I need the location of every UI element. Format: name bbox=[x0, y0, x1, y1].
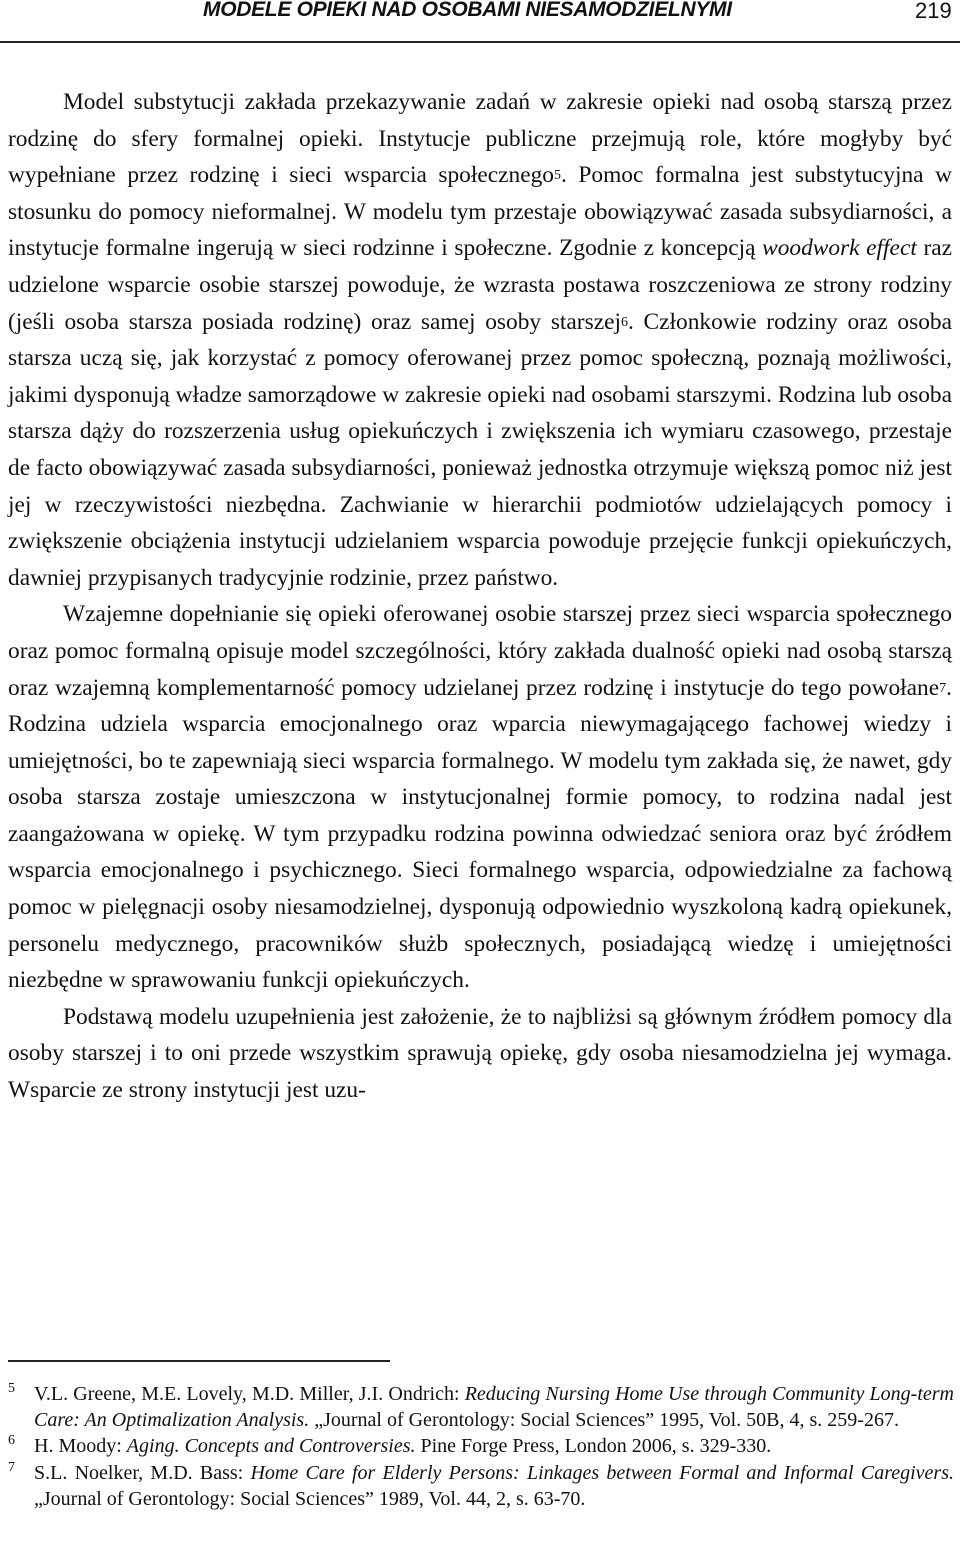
paragraph-text: Wzajemne dopełnianie się opieki oferowanej osobie starszej przez sieci wsparcia społecznego oraz pomoc formalną opisuje model szczególności, który zakłada dualność opieki nad osobą starszą oraz wzajemną komplementarność pomocy udzielanej przez rodzinę i instytucje do tego powołane bbox=[8, 601, 952, 701]
footnote-number: 6 bbox=[8, 1433, 15, 1449]
paragraph-substitution-model bbox=[8, 84, 952, 596]
footnote-ref[interactable]: 5 bbox=[553, 168, 561, 184]
footnote-authors: S.L. Noelker, M.D. Bass: bbox=[34, 1461, 251, 1484]
header-rule bbox=[0, 41, 960, 43]
footnote-authors: V.L. Greene, M.E. Lovely, M.D. Miller, J.I. Ondrich: bbox=[34, 1383, 465, 1405]
footnote-ref[interactable]: 6 bbox=[620, 314, 628, 330]
footnotes bbox=[8, 1381, 954, 1512]
page-header bbox=[0, 0, 960, 44]
footnote bbox=[8, 1460, 954, 1512]
footnote-source: „Journal of Gerontology: Social Sciences” 1989, Vol. 44, 2, s. 63-70. bbox=[34, 1487, 586, 1510]
footnote-number: 7 bbox=[8, 1459, 15, 1475]
footnote bbox=[8, 1433, 954, 1459]
paragraph-specificity-model bbox=[8, 596, 952, 999]
paragraph-complement-model: Podstawą modelu uzupełnienia jest założenie, że to najbliżsi są głównym źródłem pomocy dla osoby starszej i to oni przede wszystkim sprawują opiekę, gdy osoba niesamodzielna jej wymaga. Wsparcie ze strony instytucji jest uzu- bbox=[8, 1003, 952, 1104]
footnote-ref[interactable]: 7 bbox=[939, 680, 947, 696]
footnote-rule bbox=[8, 1360, 390, 1362]
footnote-authors: H. Moody: bbox=[34, 1435, 127, 1458]
footnote-title: Home Care for Elderly Persons: Linkages between Formal and Informal Caregivers. bbox=[250, 1461, 954, 1484]
footnote-number: 5 bbox=[8, 1381, 15, 1396]
italic-term: woodwork effect bbox=[762, 235, 917, 262]
footnote-source: „Journal of Gerontology: Social Sciences” 1995, Vol. 50B, 4, s. 259-267. bbox=[309, 1409, 899, 1432]
running-title: MODELE OPIEKI NAD OSOBAMI NIESAMODZIELNYMI bbox=[203, 0, 732, 21]
footnote bbox=[8, 1381, 954, 1433]
paragraph-text: . Pomoc formalna jest substytucyjna w stosunku do pomocy nieformalnej. W modelu tym przestaje obowiązywać zasada subsydiarności, a instytucje formalne ingerują w sieci rodzinne i społeczne. Zgodnie z koncepcją bbox=[8, 162, 952, 262]
body-text bbox=[8, 84, 952, 1109]
paragraph-text: Model substytucji zakłada przekazywanie zadań w zakresie opieki nad osobą starszą przez rodzinę do sfery formalnej opieki. Instytucje publiczne przejmują role, które mogłyby być wypełniane przez rodzinę i sieci wsparcia społecznego bbox=[8, 89, 952, 189]
page-number: 219 bbox=[915, 0, 952, 23]
footnote-source: Pine Forge Press, London 2006, s. 329-330. bbox=[415, 1435, 772, 1458]
paragraph-text: . Rodzina udziela wsparcia emocjonalnego oraz wparcia niewymagającego fachowej wiedzy i umiejętności, bo te zapewniają sieci wsparcia formalnego. W modelu tym zakłada się, że nawet, gdy osoba starsza zostaje umieszczona w instytucjonalnej formie pomocy, to rodzina nadal jest zaangażowana w opiekę. W tym przypadku rodzina powinna odwiedzać seniora oraz być źródłem wsparcia emocjonalnego i psychicznego. Sieci formalnego wsparcia, odpowiedzialne za fachową pomoc w pielęgnacji osoby niesamodzielnej, dysponują odpowiednio wyszkoloną kadrą opiekunek, personelu medycznego, pracowników służb społecznych, posiadającą wiedzę i umiejętności niezbędne w sprawowaniu funkcji opiekuńczych. bbox=[8, 674, 952, 994]
paragraph-text: . Członkowie rodziny oraz osoba starsza uczą się, jak korzystać z pomocy oferowanej przez pomoc społeczną, poznają możliwości, jakimi dysponują władze samorządowe w zakresie opieki nad osobami starszymi. Rodzina lub osoba starsza dąży do rozszerzenia usług opiekuńczych i zwiększenia ich wymiaru czasowego, przestaje de facto obowiązywać zasada subsydiarności, ponieważ jednostka otrzymuje większą pomoc niż jest jej w rzeczywistości niezbędna. Zachwianie w hierarchii podmiotów udzielających pomocy i zwiększenie obciążenia instytucji udzielaniem wsparcia powoduje przejęcie funkcji opiekuńczych, dawniej przypisanych tradycyjnie rodzinie, przez państwo. bbox=[8, 308, 953, 591]
footnote-title: Aging. Concepts and Controversies. bbox=[126, 1435, 416, 1458]
footnote-title: Reducing Nursing Home Use through Community Long-term Care: An Optimalization Analysis. bbox=[34, 1383, 954, 1432]
paragraph-text: raz udzielone wsparcie osobie starszej powoduje, że wzrasta postawa roszczeniowa ze strony rodziny (jeśli osoba starsza posiada rodzinę) oraz samej osoby starszej bbox=[8, 235, 952, 335]
